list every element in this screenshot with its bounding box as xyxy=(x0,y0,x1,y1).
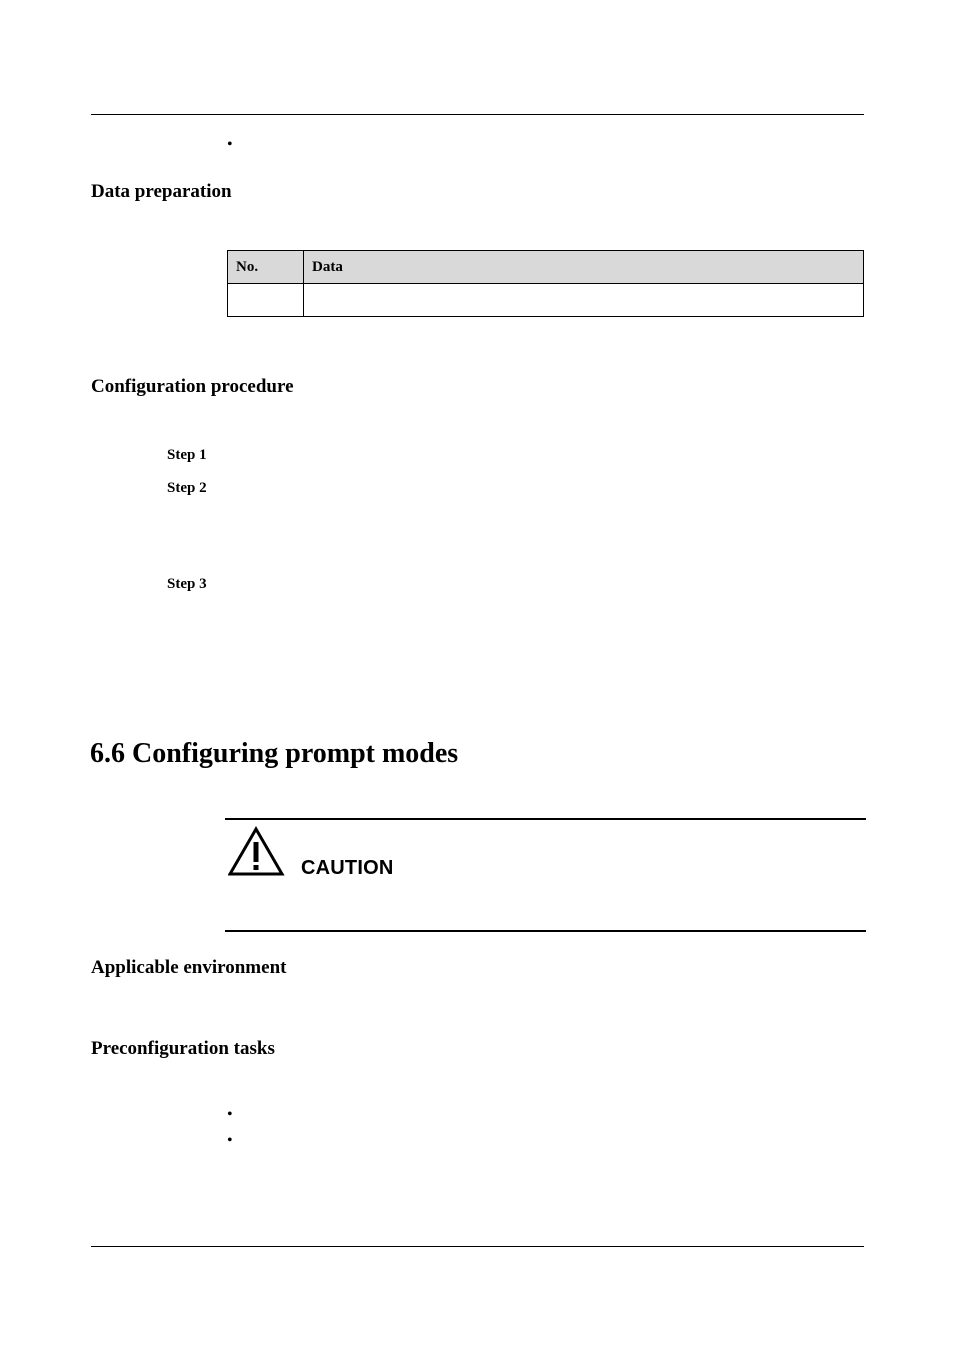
header-rule xyxy=(91,114,864,115)
step-3-label: Step 3 xyxy=(167,576,207,592)
table-header-data: Data xyxy=(304,251,864,284)
heading-data-preparation: Data preparation xyxy=(91,181,232,202)
heading-preconfiguration-tasks: Preconfiguration tasks xyxy=(91,1038,275,1059)
bullet-point xyxy=(227,1133,233,1149)
step-2-label: Step 2 xyxy=(167,480,207,496)
table-row xyxy=(228,284,864,317)
heading-applicable-environment: Applicable environment xyxy=(91,957,287,978)
chapter-heading: 6.6 Configuring prompt modes xyxy=(90,738,459,769)
caution-label: CAUTION xyxy=(301,857,394,879)
table-header-row xyxy=(228,251,864,284)
heading-configuration-procedure: Configuration procedure xyxy=(91,376,294,397)
caution-top-rule xyxy=(225,818,866,820)
data-table xyxy=(227,250,864,317)
caution-bottom-rule xyxy=(225,930,866,932)
step-1-label: Step 1 xyxy=(167,447,207,463)
bullet-point xyxy=(227,1107,233,1123)
table-cell-data xyxy=(304,284,864,317)
footer-rule xyxy=(91,1246,864,1247)
bullet-point xyxy=(227,137,233,153)
table-cell-no xyxy=(228,284,304,317)
table-header-no: No. xyxy=(228,251,304,284)
warning-triangle-icon xyxy=(228,826,286,878)
